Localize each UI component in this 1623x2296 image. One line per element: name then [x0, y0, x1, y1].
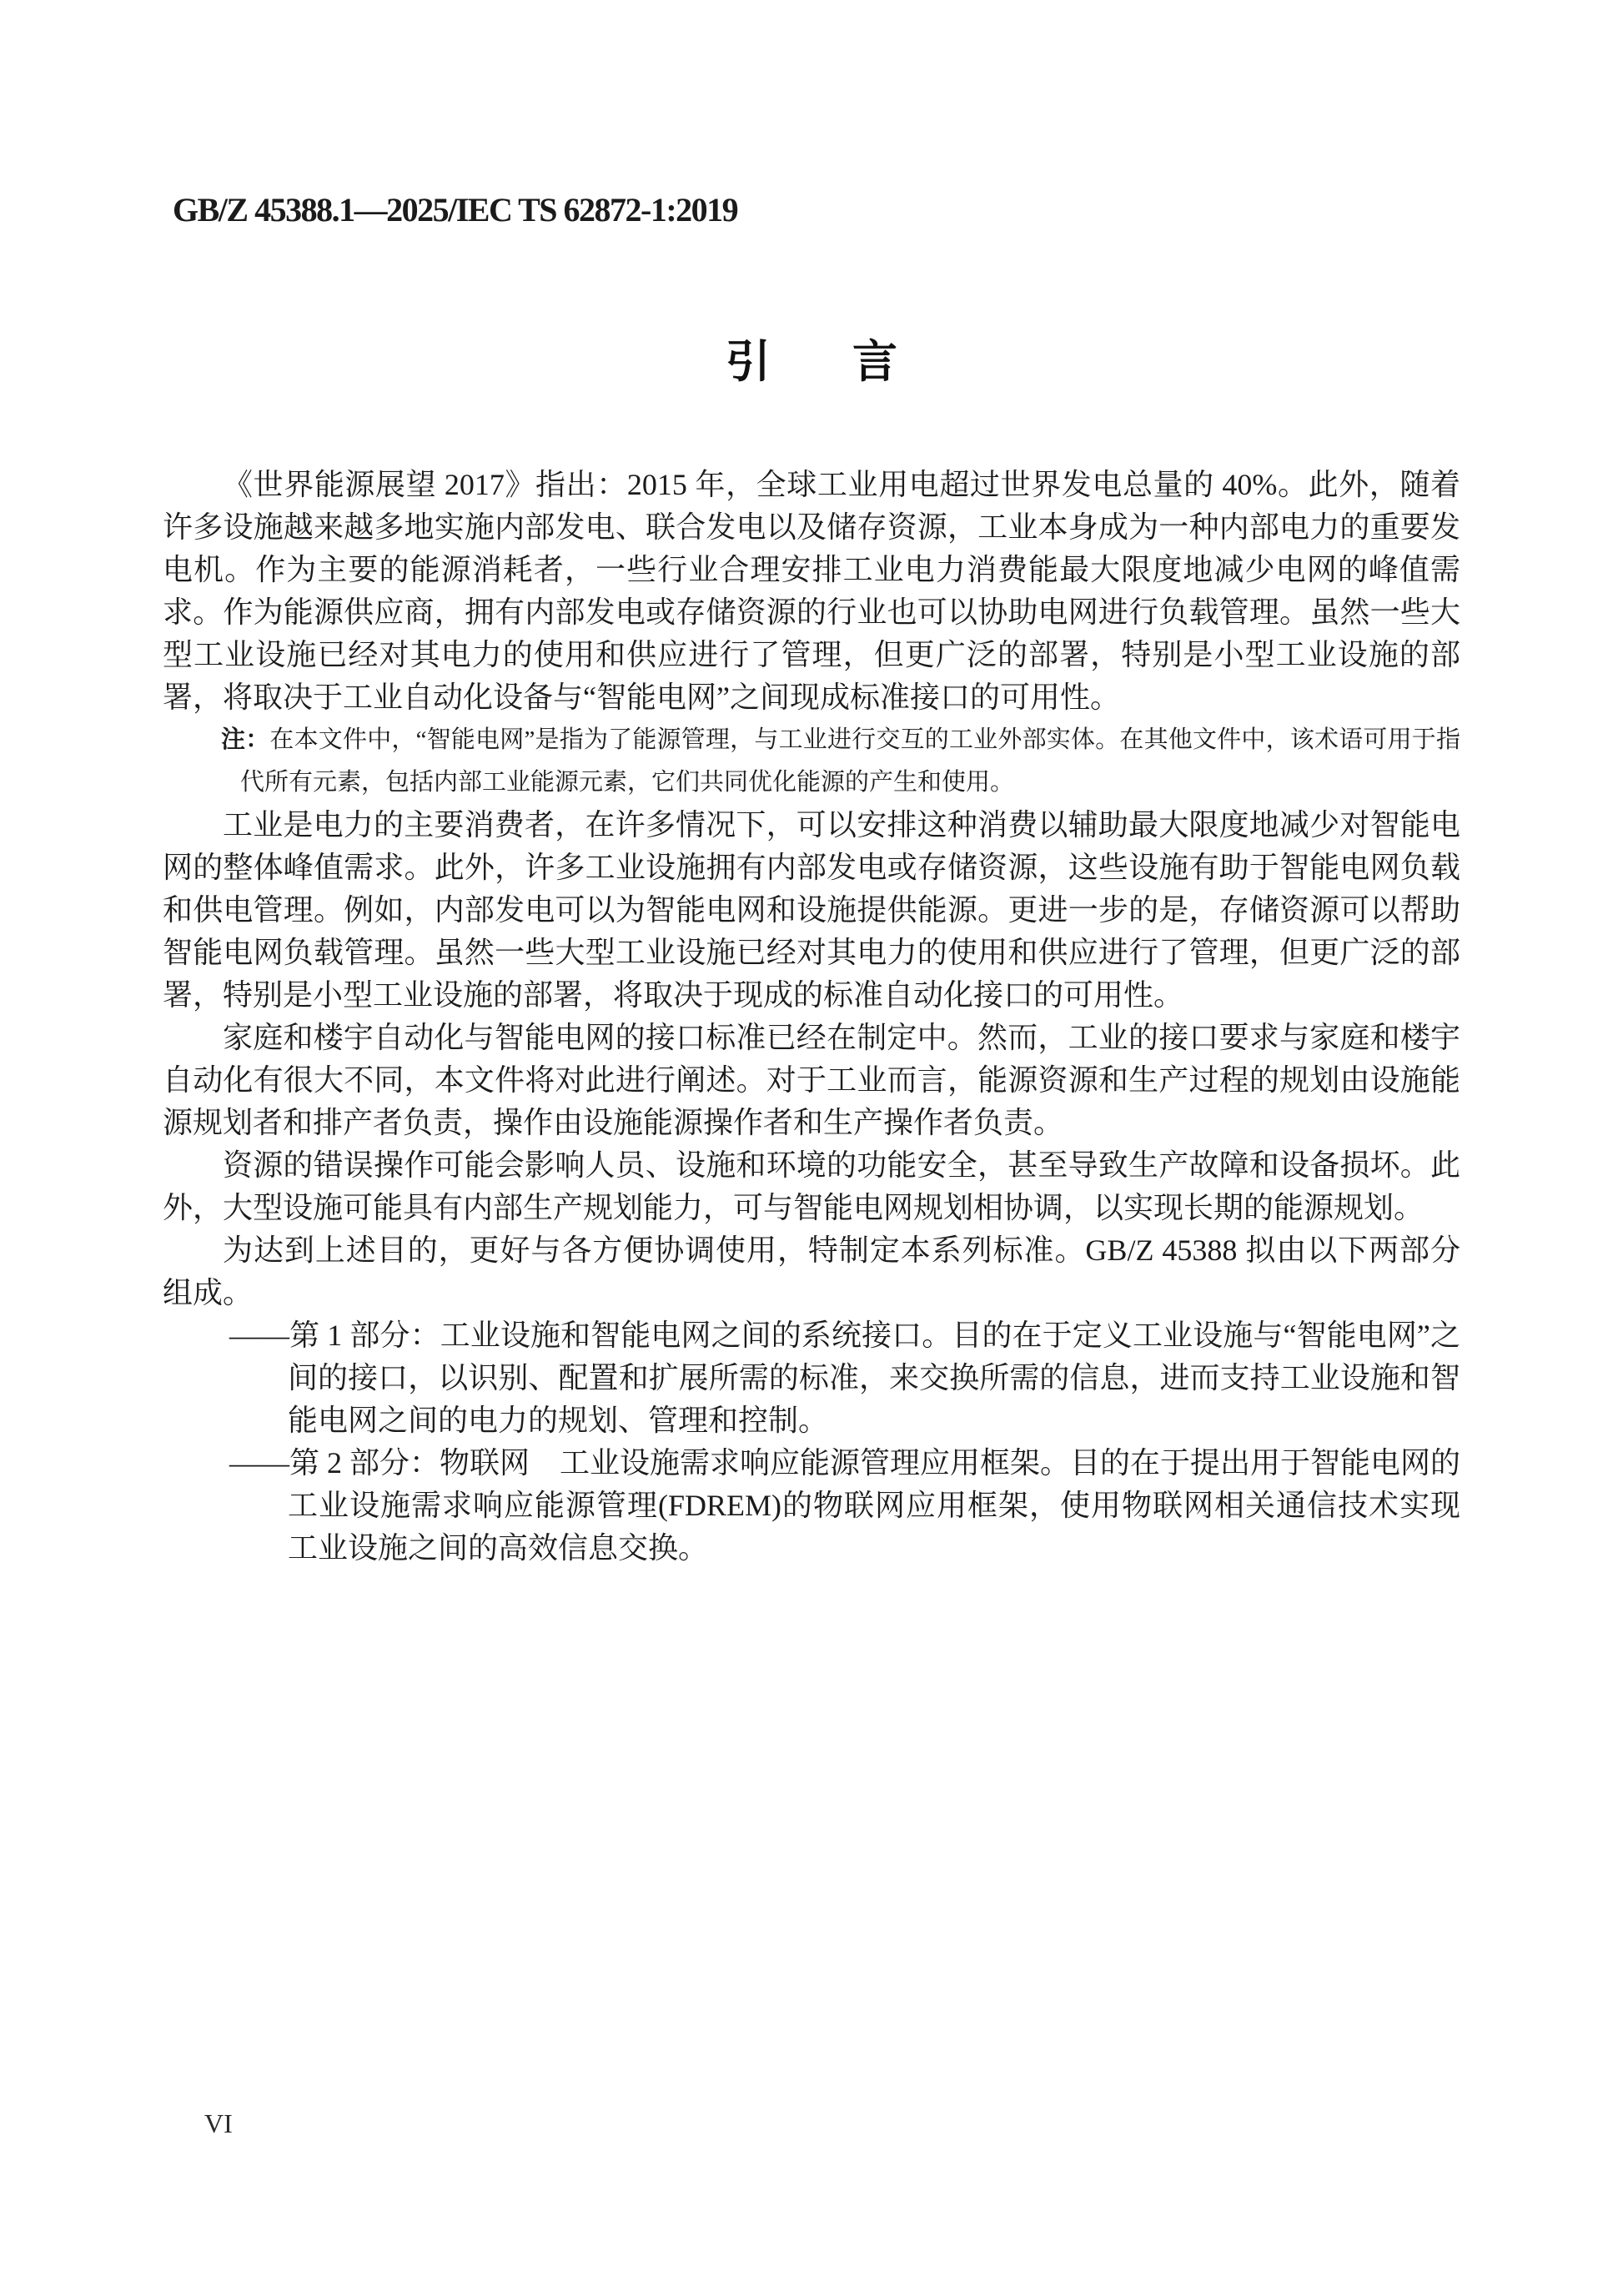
standard-number-header: GB/Z 45388.1—2025/IEC TS 62872-1:2019	[173, 191, 738, 229]
paragraph-5: 为达到上述目的，更好与各方便协调使用，特制定本系列标准。GB/Z 45388 拟由以下两部分组成。	[163, 1233, 1460, 1309]
paragraph-4: 资源的错误操作可能会影响人员、设施和环境的功能安全，甚至导致生产故障和设备损坏。此外，大型设施可能具有内部生产规划能力，可与智能电网规划相协调，以实现长期的能源规划。	[163, 1148, 1460, 1224]
page-title: 引 言	[726, 337, 916, 387]
paragraph-2: 工业是电力的主要消费者，在许多情况下，可以安排这种消费以辅助最大限度地减少对智能电网的整体峰值需求。此外，许多工业设施拥有内部发电或存储资源，这些设施有助于智能电网负载和供电管理。例如，内部发电可以为智能电网和设施提供能源。更进一步的是，存储资源可以帮助智能电网负载管理。虽然一些大型工业设施已经对其电力的使用和供应进行了管理，但更广泛的部署，特别是小型工业设施的部署，将取决于现成的标准自动化接口的可用性。	[163, 808, 1460, 1012]
document-body	[163, 464, 1460, 1570]
page-number: VI	[204, 2108, 233, 2138]
list-item-part-2: ——第 2 部分：物联网 工业设施需求响应能源管理应用框架。目的在于提出用于智能电网的工业设施需求响应能源管理(FDREM)的物联网应用框架，使用物联网相关通信技术实现工业设施之间的高效信息交换。	[229, 1446, 1461, 1565]
list-item-part-1: ——第 1 部分：工业设施和智能电网之间的系统接口。目的在于定义工业设施与“智能电网”之间的接口，以识别、配置和扩展所需的标准，来交换所需的信息，进而支持工业设施和智能电网之间的电力的规划、管理和控制。	[229, 1319, 1460, 1437]
paragraph-3: 家庭和楼宇自动化与智能电网的接口标准已经在制定中。然而，工业的接口要求与家庭和楼宇自动化有很大不同，本文件将对此进行阐述。对于工业而言，能源资源和生产过程的规划由设施能源规划者和排产者负责，操作由设施能源操作者和生产操作者负责。	[163, 1021, 1460, 1139]
note-text: 在本文件中，“智能电网”是指为了能源管理，与工业进行交互的工业外部实体。在其他文件中，该术语可用于指代所有元素，包括内部工业能源元素，它们共同优化能源的产生和使用。	[240, 726, 1460, 796]
note-block	[163, 719, 1460, 804]
paragraph-1: 《世界能源展望 2017》指出：2015 年，全球工业用电超过世界发电总量的 40%。此外，随着许多设施越来越多地实施内部发电、联合发电以及储存资源，工业本身成为一种内部电力的重要发电机。作为主要的能源消耗者，一些行业合理安排工业电力消费能最大限度地减少电网的峰值需求。作为能源供应商，拥有内部发电或存储资源的行业也可以协助电网进行负载管理。虽然一些大型工业设施已经对其电力的使用和供应进行了管理，但更广泛的部署，特别是小型工业设施的部署，将取决于工业自动化设备与“智能电网”之间现成标准接口的可用性。	[163, 468, 1460, 714]
note-label: 注：	[221, 726, 270, 753]
